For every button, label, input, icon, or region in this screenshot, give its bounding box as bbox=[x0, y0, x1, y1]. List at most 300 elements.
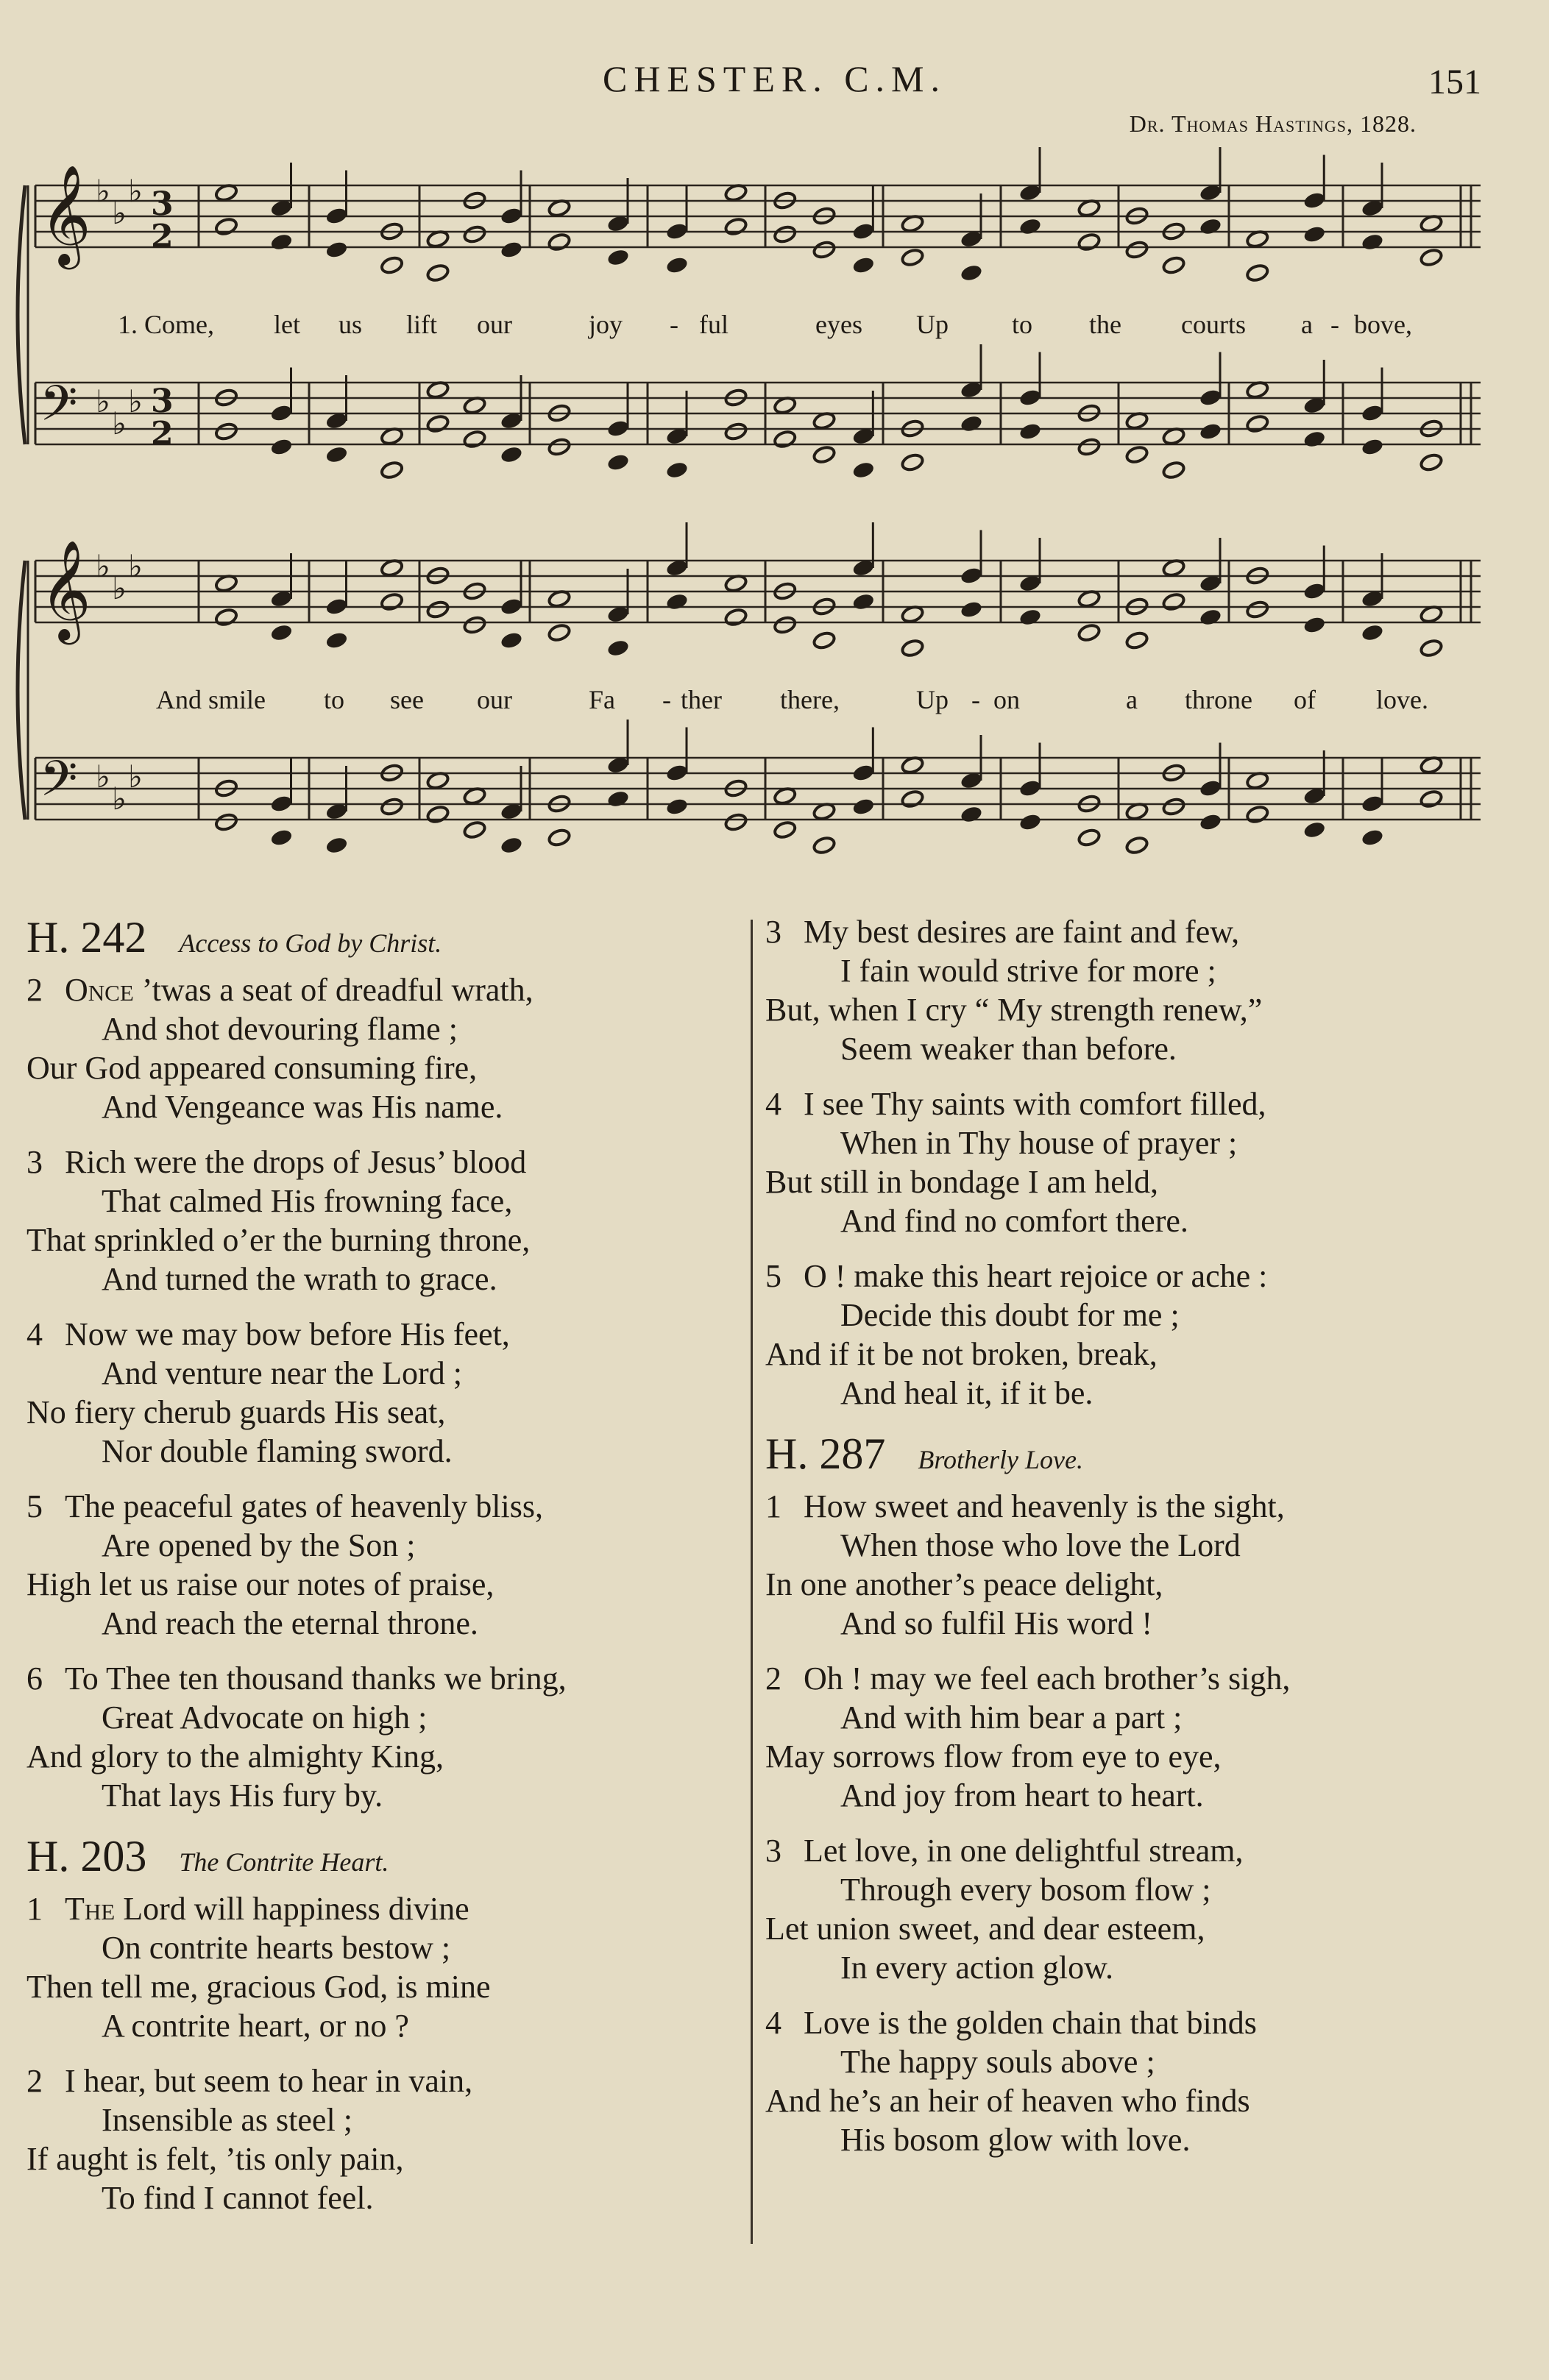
stanza-number: 3 bbox=[765, 914, 781, 950]
stanza-line bbox=[26, 1354, 744, 1393]
stanza-line bbox=[765, 1123, 1523, 1162]
stanza bbox=[765, 912, 1523, 1068]
note-head bbox=[325, 206, 348, 225]
lyric-syllable: let bbox=[274, 310, 300, 339]
right-column bbox=[765, 912, 1523, 2175]
note-head bbox=[665, 592, 689, 611]
stanza-line-text: And if it be not broken, break, bbox=[765, 1336, 1158, 1372]
stanza bbox=[765, 2003, 1523, 2159]
note-head bbox=[325, 836, 348, 855]
bass-clef-icon: 𝄢 bbox=[40, 375, 78, 444]
tune-title: CHESTER. C.M. bbox=[602, 58, 947, 99]
lyric-syllable: - bbox=[1330, 310, 1339, 339]
note-head bbox=[1419, 452, 1443, 472]
stanza bbox=[26, 1889, 744, 2045]
stanza-line-text: The peaceful gates of heavenly bliss, bbox=[65, 1488, 543, 1524]
note-head bbox=[960, 263, 983, 283]
stanza bbox=[765, 1659, 1523, 1815]
flat-icon: ♭ bbox=[96, 173, 110, 209]
note-head bbox=[380, 592, 403, 611]
composer-credit: Dr. Thomas Hastings, 1828. bbox=[1129, 110, 1417, 137]
lyric-syllable: 1. Come, bbox=[118, 310, 214, 339]
note-head bbox=[1302, 224, 1326, 244]
hymn-block bbox=[26, 1831, 744, 2217]
flat-icon: ♭ bbox=[128, 383, 143, 419]
note-head bbox=[812, 445, 836, 464]
lyric-syllable: eyes bbox=[815, 310, 862, 339]
stanza-line-text: Decide this doubt for me ; bbox=[840, 1297, 1180, 1333]
stanza-line bbox=[765, 990, 1523, 1029]
note-head bbox=[1125, 836, 1149, 855]
note-head bbox=[380, 255, 403, 274]
stanza bbox=[765, 1084, 1523, 1240]
stanza-line-text: To Thee ten thousand thanks we bring, bbox=[65, 1660, 567, 1697]
note-head bbox=[380, 461, 403, 480]
note-head bbox=[426, 414, 450, 433]
lyric-syllable: our bbox=[477, 685, 512, 714]
note-head bbox=[426, 263, 450, 283]
stanza-line bbox=[26, 2139, 744, 2178]
stanza-line-text: To find I cannot feel. bbox=[102, 2180, 374, 2216]
stanza-first-word: Once bbox=[65, 972, 142, 1008]
stanza-number: 3 bbox=[26, 1144, 43, 1180]
time-signature-icon: 2 bbox=[151, 218, 174, 255]
left-column bbox=[26, 912, 744, 2234]
note-head bbox=[724, 217, 748, 236]
note-head bbox=[1361, 403, 1384, 422]
brace-icon bbox=[18, 185, 25, 444]
stanza-line-text: And glory to the almighty King, bbox=[26, 1738, 444, 1775]
note-head bbox=[500, 630, 523, 650]
note-head bbox=[1018, 422, 1042, 441]
stanza-line bbox=[765, 2042, 1523, 2081]
hymn-subtitle: Brotherly Love. bbox=[918, 1445, 1083, 1474]
note-head bbox=[325, 597, 348, 616]
lyric-syllable: a bbox=[1301, 310, 1313, 339]
note-head bbox=[500, 240, 523, 259]
hymn-heading bbox=[26, 1831, 744, 1882]
hymn-stanzas bbox=[765, 1487, 1523, 2159]
stanza-line-text: And Vengeance was His name. bbox=[102, 1089, 503, 1125]
stanza bbox=[26, 1143, 744, 1299]
stanza-line-text: And so fulfil His word ! bbox=[840, 1605, 1153, 1641]
hymn-stanzas bbox=[26, 970, 744, 1815]
lyric-syllable: Up bbox=[916, 685, 949, 714]
note-head bbox=[606, 789, 630, 809]
note-head bbox=[500, 445, 523, 464]
stanza-line bbox=[26, 1659, 744, 1698]
stanza-number: 4 bbox=[26, 1316, 43, 1352]
stanza-line bbox=[765, 1526, 1523, 1565]
lyric-syllable: - bbox=[971, 685, 980, 714]
note-head bbox=[1125, 630, 1149, 650]
stanza-number: 2 bbox=[26, 2063, 43, 2099]
stanza-number: 4 bbox=[765, 2005, 781, 2041]
stanza-line-text: And heal it, if it be. bbox=[840, 1375, 1093, 1411]
stanza-line-text: A contrite heart, or no ? bbox=[102, 2008, 409, 2044]
note-head bbox=[665, 797, 689, 816]
flat-icon: ♭ bbox=[112, 781, 127, 817]
treble-clef-icon: 𝄞 bbox=[40, 163, 91, 265]
note-head bbox=[1361, 794, 1384, 813]
stanza-line bbox=[26, 1432, 744, 1471]
stanza-line bbox=[26, 1928, 744, 1967]
lyric-syllable: a bbox=[1126, 685, 1138, 714]
lyric-syllable: to bbox=[1012, 310, 1033, 339]
lyric-syllable: the bbox=[1089, 310, 1121, 339]
note-head bbox=[851, 221, 875, 241]
stanza-line-text: ’twas a seat of dreadful wrath, bbox=[141, 972, 534, 1008]
stanza-line bbox=[765, 1257, 1523, 1296]
note-head bbox=[463, 224, 486, 244]
stanza-line bbox=[765, 912, 1523, 951]
stanza-line-text: Let union sweet, and dear esteem, bbox=[765, 1911, 1205, 1947]
note-head bbox=[269, 232, 293, 252]
stanza-line bbox=[765, 2003, 1523, 2042]
note-head bbox=[960, 566, 983, 585]
note-head bbox=[500, 836, 523, 855]
stanza-line bbox=[765, 951, 1523, 990]
stanza-line bbox=[26, 1315, 744, 1354]
note-head bbox=[724, 812, 748, 831]
stanza-line-text: And with him bear a part ; bbox=[840, 1699, 1183, 1736]
note-head bbox=[214, 422, 238, 441]
note-head bbox=[851, 255, 875, 274]
note-head bbox=[426, 600, 450, 619]
stanza-line bbox=[26, 1260, 744, 1299]
note-head bbox=[1246, 600, 1269, 619]
note-head bbox=[214, 812, 238, 831]
lyric-syllable: us bbox=[338, 310, 363, 339]
stanza-number: 3 bbox=[765, 1833, 781, 1869]
stanza-line-text: And shot devouring flame ; bbox=[102, 1011, 458, 1047]
note-head bbox=[1162, 797, 1185, 816]
stanza-line bbox=[26, 1221, 744, 1260]
stanza bbox=[26, 2061, 744, 2217]
stanza-line bbox=[765, 1487, 1523, 1526]
note-head bbox=[214, 217, 238, 236]
stanza-line-text: And turned the wrath to grace. bbox=[102, 1261, 497, 1297]
stanza-line bbox=[26, 1009, 744, 1048]
note-head bbox=[960, 600, 983, 619]
note-head bbox=[269, 403, 293, 422]
note-head bbox=[1302, 191, 1326, 210]
stanza-line bbox=[765, 2120, 1523, 2159]
stanza-line-text: May sorrows flow from eye to eye, bbox=[765, 1738, 1222, 1775]
music-score bbox=[0, 0, 1549, 883]
stanza bbox=[26, 1659, 744, 1815]
lyric-syllable: courts bbox=[1181, 310, 1246, 339]
stanza-line-text: Through every bosom flow ; bbox=[840, 1872, 1211, 1908]
note-head bbox=[1018, 778, 1042, 798]
stanza-line-text: The happy souls above ; bbox=[840, 2044, 1155, 2080]
note-head bbox=[606, 248, 630, 267]
stanza-line-text: That lays His fury by. bbox=[102, 1777, 383, 1814]
bass-clef-icon: 𝄢 bbox=[40, 750, 78, 819]
stanza-line-text: Great Advocate on high ; bbox=[102, 1699, 428, 1736]
note-head bbox=[1077, 232, 1101, 252]
stanza-line bbox=[765, 1335, 1523, 1374]
treble-clef-icon: 𝄞 bbox=[40, 539, 91, 640]
note-head bbox=[547, 232, 571, 252]
stanza-number: 2 bbox=[26, 972, 43, 1008]
note-head bbox=[1018, 388, 1042, 407]
lyric-syllable: see bbox=[390, 685, 424, 714]
note-head bbox=[1199, 812, 1222, 831]
stanza-line bbox=[765, 1374, 1523, 1413]
note-head bbox=[1419, 248, 1443, 267]
note-head bbox=[325, 445, 348, 464]
note-head bbox=[851, 592, 875, 611]
stanza-line bbox=[765, 1948, 1523, 1987]
note-head bbox=[1018, 217, 1042, 236]
flat-icon: ♭ bbox=[128, 173, 143, 209]
lyric-syllable: ther bbox=[681, 685, 722, 714]
stanza-line bbox=[765, 1659, 1523, 1698]
stanza-line-text: Oh ! may we feel each brother’s sigh, bbox=[804, 1660, 1291, 1697]
stanza-line bbox=[26, 1737, 744, 1776]
note-head bbox=[1302, 581, 1326, 600]
note-head bbox=[269, 437, 293, 456]
note-head bbox=[665, 461, 689, 480]
hymn-stanzas-continued bbox=[765, 912, 1523, 1413]
stanza bbox=[765, 1831, 1523, 1987]
hymn-heading bbox=[26, 912, 744, 963]
note-head bbox=[812, 836, 836, 855]
note-head bbox=[1302, 615, 1326, 634]
hymn-subtitle: The Contrite Heart. bbox=[179, 1847, 389, 1877]
stanza-line bbox=[765, 1201, 1523, 1240]
stanza-line bbox=[765, 1296, 1523, 1335]
lyric-syllable: Fa bbox=[589, 685, 615, 714]
note-head bbox=[1077, 437, 1101, 456]
flat-icon: ♭ bbox=[128, 759, 143, 795]
stanza-line bbox=[26, 1967, 744, 2006]
note-head bbox=[325, 240, 348, 259]
time-signature-icon: 3 bbox=[151, 185, 174, 223]
stanza-line-text: Nor double flaming sword. bbox=[102, 1433, 453, 1469]
stanza-line bbox=[26, 1698, 744, 1737]
note-head bbox=[1302, 430, 1326, 449]
stanza-line-text: Lord will happiness divine bbox=[123, 1891, 469, 1927]
stanza-line bbox=[26, 1526, 744, 1565]
note-head bbox=[901, 639, 924, 658]
hymn-number: H. 203 bbox=[26, 1832, 147, 1880]
stanza-line bbox=[26, 1393, 744, 1432]
stanza-line-text: And reach the eternal throne. bbox=[102, 1605, 478, 1641]
stanza bbox=[26, 1487, 744, 1643]
note-head bbox=[1077, 623, 1101, 642]
stanza-line bbox=[765, 1029, 1523, 1068]
note-head bbox=[773, 615, 796, 634]
stanza-line-text: Seem weaker than before. bbox=[840, 1031, 1177, 1067]
note-head bbox=[463, 430, 486, 449]
stanza-line-text: Are opened by the Son ; bbox=[102, 1527, 416, 1563]
brace-icon bbox=[18, 561, 25, 820]
lyric-syllable: to bbox=[324, 685, 345, 714]
flat-icon: ♭ bbox=[96, 383, 110, 419]
lyric-syllable: there, bbox=[780, 685, 840, 714]
stanza-number: 5 bbox=[26, 1488, 43, 1524]
note-head bbox=[1246, 414, 1269, 433]
lyric-syllable: our bbox=[477, 310, 512, 339]
stanza-line-text: When those who love the Lord bbox=[840, 1527, 1241, 1563]
stanza-line-text: In one another’s peace delight, bbox=[765, 1566, 1163, 1602]
stanza-line bbox=[26, 2178, 744, 2217]
stanza-line-text: Rich were the drops of Jesus’ blood bbox=[65, 1144, 527, 1180]
note-head bbox=[1199, 422, 1222, 441]
stanza-line-text: Then tell me, gracious God, is mine bbox=[26, 1969, 491, 2005]
stanza-line bbox=[765, 1084, 1523, 1123]
stanza-line-text: I see Thy saints with comfort filled, bbox=[804, 1086, 1266, 1122]
note-head bbox=[851, 461, 875, 480]
stanza-line bbox=[765, 1776, 1523, 1815]
lyric-syllable: on bbox=[993, 685, 1020, 714]
note-head bbox=[665, 255, 689, 274]
lyric-syllable: ful bbox=[699, 310, 729, 339]
flat-icon: ♭ bbox=[96, 548, 110, 584]
stanza-line bbox=[765, 1737, 1523, 1776]
stanza-line-text: And joy from heart to heart. bbox=[840, 1777, 1204, 1814]
note-head bbox=[773, 224, 796, 244]
note-head bbox=[851, 797, 875, 816]
note-head bbox=[724, 422, 748, 441]
stanza-line bbox=[26, 1776, 744, 1815]
note-head bbox=[500, 597, 523, 616]
stanza-first-word: The bbox=[65, 1891, 124, 1927]
hymn-number: H. 242 bbox=[26, 913, 147, 962]
stanza-line-text: When in Thy house of prayer ; bbox=[840, 1125, 1238, 1161]
note-head bbox=[901, 248, 924, 267]
hymn-stanzas bbox=[26, 1889, 744, 2217]
stanza-number: 5 bbox=[765, 1258, 781, 1294]
hymn-block bbox=[26, 912, 744, 1815]
stanza-line bbox=[26, 1487, 744, 1526]
hymn-subtitle: Access to God by Christ. bbox=[179, 928, 442, 958]
note-head bbox=[1361, 828, 1384, 847]
note-head bbox=[1199, 608, 1222, 627]
note-head bbox=[606, 452, 630, 472]
stanza-line-text: If aught is felt, ’tis only pain, bbox=[26, 2141, 404, 2177]
flat-icon: ♭ bbox=[112, 405, 127, 441]
note-head bbox=[1125, 240, 1149, 259]
note-head bbox=[1162, 461, 1185, 480]
stanza-line-text: And he’s an heir of heaven who finds bbox=[765, 2083, 1250, 2119]
stanza-line-text: My best desires are faint and few, bbox=[804, 914, 1240, 950]
stanza-line-text: No fiery cherub guards His seat, bbox=[26, 1394, 446, 1430]
hymn-number: H. 287 bbox=[765, 1429, 886, 1478]
stanza-line-text: On contrite hearts bestow ; bbox=[102, 1930, 451, 1966]
stanza-line-text: That sprinkled o’er the burning throne, bbox=[26, 1222, 531, 1258]
stanza-line bbox=[26, 1889, 744, 1928]
stanza-line bbox=[26, 1182, 744, 1221]
flat-icon: ♭ bbox=[128, 548, 143, 584]
note-head bbox=[960, 414, 983, 433]
note-head bbox=[1077, 828, 1101, 847]
stanza-line bbox=[765, 1698, 1523, 1737]
note-head bbox=[1361, 437, 1384, 456]
stanza-line bbox=[765, 1831, 1523, 1870]
stanza-number: 1 bbox=[26, 1891, 43, 1927]
note-head bbox=[1162, 255, 1185, 274]
lyric-syllable: - bbox=[670, 310, 678, 339]
page-number: 151 bbox=[1428, 63, 1481, 102]
flat-icon: ♭ bbox=[112, 195, 127, 231]
note-head bbox=[269, 794, 293, 813]
stanza bbox=[765, 1257, 1523, 1413]
stanza-line-text: And venture near the Lord ; bbox=[102, 1355, 462, 1391]
lyric-syllable: of bbox=[1294, 685, 1316, 714]
note-head bbox=[426, 805, 450, 824]
note-head bbox=[901, 789, 924, 809]
note-head bbox=[1162, 592, 1185, 611]
note-head bbox=[812, 240, 836, 259]
lyric-syllable: - bbox=[662, 685, 671, 714]
flat-icon: ♭ bbox=[96, 759, 110, 795]
note-head bbox=[665, 763, 689, 782]
stanza-number: 4 bbox=[765, 1086, 781, 1122]
note-head bbox=[1199, 778, 1222, 798]
stanza-line bbox=[26, 2061, 744, 2100]
stanza-line-text: O ! make this heart rejoice or ache : bbox=[804, 1258, 1268, 1294]
note-head bbox=[851, 763, 875, 782]
stanza-line bbox=[765, 1870, 1523, 1909]
note-head bbox=[1302, 820, 1326, 839]
hymn-heading bbox=[765, 1429, 1523, 1479]
note-head bbox=[463, 615, 486, 634]
note-head bbox=[325, 630, 348, 650]
note-head bbox=[724, 608, 748, 627]
note-head bbox=[547, 828, 571, 847]
note-head bbox=[1361, 623, 1384, 642]
stanza-line-text: Our God appeared consuming fire, bbox=[26, 1050, 478, 1086]
lyric-syllable: Up bbox=[916, 310, 949, 339]
stanza-line-text: I fain would strive for more ; bbox=[840, 953, 1216, 989]
note-head bbox=[812, 630, 836, 650]
stanza-line bbox=[765, 1162, 1523, 1201]
stanza bbox=[26, 1315, 744, 1471]
lyric-syllable: throne bbox=[1185, 685, 1252, 714]
note-head bbox=[1419, 789, 1443, 809]
stanza-line-text: But, when I cry “ My strength renew,” bbox=[765, 992, 1263, 1028]
note-head bbox=[773, 820, 796, 839]
note-head bbox=[1246, 805, 1269, 824]
stanza-line bbox=[765, 1909, 1523, 1948]
note-head bbox=[269, 828, 293, 847]
stanza-line-text: I hear, but seem to hear in vain, bbox=[65, 2063, 473, 2099]
stanza-line bbox=[26, 1565, 744, 1604]
note-head bbox=[901, 452, 924, 472]
stanza-line-text: Now we may bow before His feet, bbox=[65, 1316, 510, 1352]
note-head bbox=[1199, 217, 1222, 236]
note-head bbox=[269, 623, 293, 642]
stanza-line-text: How sweet and heavenly is the sight, bbox=[804, 1488, 1285, 1524]
note-head bbox=[773, 430, 796, 449]
stanza-line bbox=[26, 2100, 744, 2139]
stanza-line bbox=[765, 2081, 1523, 2120]
lyric-syllable: love. bbox=[1376, 685, 1428, 714]
note-head bbox=[1361, 232, 1384, 252]
note-head bbox=[1018, 608, 1042, 627]
note-head bbox=[665, 221, 689, 241]
note-head bbox=[606, 419, 630, 438]
note-head bbox=[1419, 639, 1443, 658]
stanza-number: 2 bbox=[765, 1660, 781, 1697]
note-head bbox=[547, 623, 571, 642]
stanza bbox=[765, 1487, 1523, 1643]
lyric-syllable: lift bbox=[406, 310, 437, 339]
note-head bbox=[380, 797, 403, 816]
